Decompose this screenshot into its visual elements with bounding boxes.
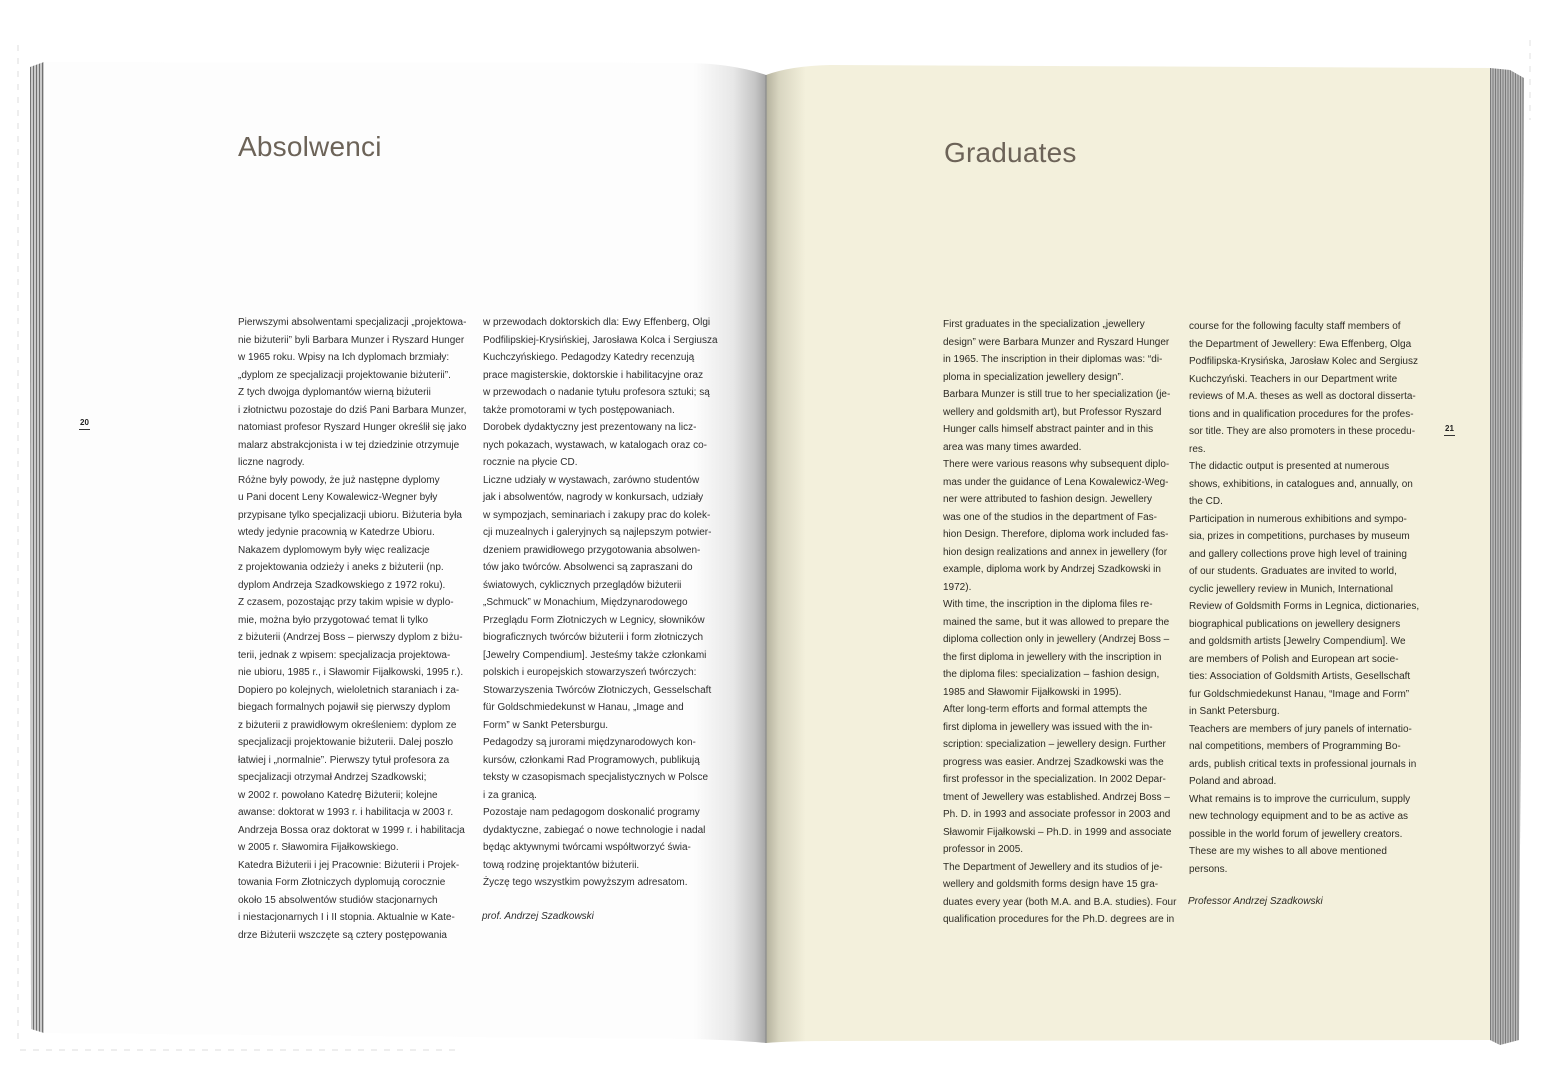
right-page-heading: Graduates xyxy=(944,137,1077,168)
text-line: Dorobek dydaktyczny jest prezentowany na licz- xyxy=(483,422,697,433)
text-line: the diploma files: specialization – fashion design, xyxy=(943,669,1160,680)
text-line: was one of the studios in the department of Fas- xyxy=(943,511,1158,523)
text-line: około 15 absolwentów studiów stacjonarnych xyxy=(238,894,438,906)
left-page-number: 20 xyxy=(79,418,90,430)
text-line: are members of Polish and European art socie- xyxy=(1189,653,1399,665)
text-line: mas under the guidance of Lena Kowalewicz-Weg- xyxy=(943,476,1169,488)
text-line: First graduates in the specialization „jewellery xyxy=(943,319,1145,330)
text-line: mie, można było przygotować temat li tylko xyxy=(238,614,429,626)
text-line: Review of Goldsmith Forms in Legnica, dictionaries, xyxy=(1189,601,1420,612)
text-line: towania Form Złotniczych dyplomują corocznie xyxy=(238,877,446,888)
text-line: drze Biżuterii wszczęte są cztery postępowania xyxy=(238,929,447,941)
text-line: Andrzeja Bossa oraz doktorat w 1999 r. i habilitacja xyxy=(238,824,465,836)
text-line: area was many times awarded. xyxy=(943,441,1082,453)
text-line: wellery and goldsmith art), but Professor Ryszard xyxy=(943,406,1162,418)
text-line: Sławomir Fijałkowski – Ph.D. in 1999 and associate xyxy=(943,826,1172,838)
text-line: mained the same, but it was allowed to prepare the xyxy=(943,616,1170,628)
right-page-column-1 xyxy=(943,316,1176,929)
text-line: wtedy jedynie pracownią w Katedrze Ubioru. xyxy=(238,527,435,538)
text-line: diploma collection only in jewellery (Andrzej Boss – xyxy=(943,634,1170,645)
text-line: the CD. xyxy=(1189,496,1223,507)
text-line: specjalizacji otrzymał Andrzej Szadkowski; xyxy=(238,772,427,783)
text-line: 1972). xyxy=(943,581,972,593)
text-line: The didactic output is presented at numerous xyxy=(1189,461,1390,472)
text-line: „Schmuck” w Monachium, Międzynarodowego xyxy=(483,597,688,608)
right-page-stack xyxy=(1490,68,1524,1045)
text-line: biographical publications on jewellery designers xyxy=(1189,618,1401,630)
text-line: z projektowania odzieży i aneks z biżuterii (np. xyxy=(238,562,444,573)
text-line: Teachers are members of jury panels of internatio- xyxy=(1189,723,1412,735)
text-line: tions and in qualification procedures for the profes- xyxy=(1189,408,1414,420)
text-line: These are my wishes to all above mentioned xyxy=(1189,846,1387,857)
text-line: Poland and abroad. xyxy=(1189,776,1277,787)
text-line: Stowarzyszenia Twórców Złotniczych, Gesselschaft xyxy=(483,684,712,696)
text-line: example, diploma work by Andrzej Szadkowski in xyxy=(943,564,1161,575)
text-line: There were various reasons why subsequent diplo- xyxy=(943,459,1170,470)
text-line: Barbara Munzer is still true to her specialization (je- xyxy=(943,389,1171,400)
text-line: [Jewelry Compendium]. Jesteśmy także członkami xyxy=(483,649,707,661)
text-line: ner were attributed to fashion design. Jewellery xyxy=(943,494,1153,505)
text-line: persons. xyxy=(1189,863,1228,875)
left-page-signature: prof. Andrzej Szadkowski xyxy=(482,911,594,922)
text-line: i niestacjonarnych I i II stopnia. Aktualnie w Kate- xyxy=(238,912,455,923)
text-line: new technology equipment and to be as active as xyxy=(1189,811,1409,822)
text-line: malarz abstrakcjonista i w tej dziedzinie otrzymuje xyxy=(238,439,460,451)
text-line: Form” w Sankt Petersburgu. xyxy=(483,719,609,731)
text-line: Kuchczyński. Teachers in our Department write xyxy=(1189,373,1398,385)
text-line: course for the following faculty staff members of xyxy=(1189,321,1401,332)
text-line: nych pokazach, wystawach, w katalogach oraz co- xyxy=(483,439,707,451)
text-line: światowych, cyklicznych przeglądów biżuterii xyxy=(483,579,682,591)
text-line: fur Goldschmiedekunst Hanau, “Image and Form” xyxy=(1189,688,1410,700)
text-line: Podfilipska-Krysińska, Jarosław Kolec and Sergiusz xyxy=(1189,356,1418,367)
right-page-number: 21 xyxy=(1444,424,1455,436)
text-line: w 2002 r. powołano Katedrę Biżuterii; kolejne xyxy=(238,789,438,801)
text-line: Participation in numerous exhibitions and sympo- xyxy=(1189,513,1407,525)
left-page-heading: Absolwenci xyxy=(238,131,382,162)
text-line: the first diploma in jewellery with the inscription in xyxy=(943,651,1162,663)
text-line: of our students. Graduates are invited to world, xyxy=(1189,566,1397,577)
text-line: Podfilipskiej-Krysińskiej, Jarosława Kolca i Sergiusza xyxy=(483,334,718,346)
text-line: scription: specialization – jewellery design. Further xyxy=(943,739,1166,750)
text-line: w przewodach doktorskich dla: Ewy Effenberg, Olgi xyxy=(483,317,711,328)
text-line: Z czasem, pozostając przy takim wpisie w dyplo- xyxy=(238,597,454,608)
text-line: cji muzealnych i galeryjnych są najlepszym potwier- xyxy=(483,527,712,538)
text-line: Pozostaje nam pedagogom doskonalić programy xyxy=(483,807,700,818)
text-line: Katedra Biżuterii i jej Pracownie: Biżuterii i Projek- xyxy=(238,859,460,871)
text-line: kursów, członkami Rad Programowych, publikują xyxy=(483,754,700,766)
left-page-column-2 xyxy=(483,314,718,892)
text-line: Pedagodzy są jurorami międzynarodowych kon- xyxy=(483,737,696,748)
right-page-column-2 xyxy=(1189,318,1419,878)
text-line: jak i absolwentów, nagrody w konkursach, udziały xyxy=(483,492,704,503)
text-line: i złotnictwu pozostaje do dziś Pani Barbara Munzer, xyxy=(238,404,467,416)
text-line: hion design realizations and annex in jewellery (for xyxy=(943,546,1168,558)
text-line: für Goldschmiedekunst w Hanau, „Image and xyxy=(483,702,684,713)
text-line: nie biżuterii” byli Barbara Munzer i Ryszard Hunger xyxy=(238,334,465,346)
text-line: design” were Barbara Munzer and Ryszard Hunger xyxy=(943,336,1170,348)
text-line: 1985 and Sławomir Fijałkowski in 1995). xyxy=(943,686,1122,698)
text-line: and gallery collections prove high level of training xyxy=(1189,548,1407,560)
text-line: w 1965 roku. Wpisy na Ich dyplomach brzmiały: xyxy=(238,352,450,363)
text-line: Pierwszymi absolwentami specjalizacji „projektowa- xyxy=(238,317,467,328)
text-line: także promotorami w tych postępowaniach. xyxy=(483,404,675,416)
text-line: awanse: doktorat w 1993 r. i habilitacja w 2003 r. xyxy=(238,807,454,818)
text-line: z biżuterii z prawidłowym określeniem: dyplom ze xyxy=(238,719,457,731)
text-line: What remains is to improve the curriculum, supply xyxy=(1189,793,1411,805)
text-line: first diploma in jewellery was issued with the in- xyxy=(943,721,1153,733)
text-line: Przeglądu Form Złotniczych w Legnicy, słowników xyxy=(483,614,705,626)
text-line: sor title. They are also promoters in these procedu- xyxy=(1189,426,1416,437)
text-line: Kuchczyńskiego. Pedagodzy Katedry recenzują xyxy=(483,352,695,363)
text-line: rocznie na płycie CD. xyxy=(483,457,578,468)
text-line: specjalizacji projektowanie biżuterii. Dalej poszło xyxy=(238,737,454,748)
text-line: in Sankt Petersburg. xyxy=(1189,706,1280,717)
text-line: professor in 2005. xyxy=(943,844,1024,855)
text-line: cyclic jewellery review in Munich, International xyxy=(1189,583,1393,595)
text-line: dzeniem prawidłowego przygotowania absolwen- xyxy=(483,544,701,556)
right-page-signature: Professor Andrzej Szadkowski xyxy=(1188,896,1323,907)
text-line: polskich i europejskich stowarzyszeń twórczych: xyxy=(483,667,697,678)
text-line: ties: Association of Goldsmith Artists, Gesellschaft xyxy=(1189,671,1411,682)
text-line: dyplom Andrzeja Szadkowskiego z 1972 roku). xyxy=(238,579,446,591)
left-page-stack xyxy=(30,62,44,1033)
text-line: With time, the inscription in the diploma files re- xyxy=(943,599,1153,610)
text-line: będąc aktywnymi twórcami współtworzyć świa- xyxy=(483,842,691,853)
text-line: hion Design. Therefore, diploma work included fas- xyxy=(943,529,1169,540)
text-line: first professor in the specialization. In 2002 Depar- xyxy=(943,774,1166,785)
text-line: Ph. D. in 1993 and associate professor in 2003 and xyxy=(943,809,1171,820)
text-line: biograficznych twórców biżuterii i form złotniczych xyxy=(483,632,704,643)
text-line: prace magisterskie, doktorskie i habilitacyjne oraz xyxy=(483,369,704,381)
text-line: qualification procedures for the Ph.D. degrees are in xyxy=(943,914,1175,925)
text-line: possible in the world forum of jewellery creators. xyxy=(1189,828,1403,840)
text-line: reviews of M.A. theses as well as doctoral disserta- xyxy=(1189,391,1416,402)
text-line: Z tych dwojga dyplomantów wierną biżuterii xyxy=(238,387,431,398)
text-line: w sympozjach, seminariach i zakupy prac do kolek- xyxy=(483,509,711,521)
text-line: nal competitions, members of Programming Bo- xyxy=(1189,741,1401,752)
text-line: teksty w czasopismach specjalistycznych w Polsce xyxy=(483,772,709,783)
text-line: natomiast profesor Ryszard Hunger określił się jako xyxy=(238,422,467,433)
text-line: duates every year (both M.A. and B.A. studies). Four xyxy=(943,896,1177,908)
text-line: ploma in specialization jewellery design”. xyxy=(943,371,1124,383)
text-line: „dyplom ze specjalizacji projektowanie biżuterii”. xyxy=(238,369,451,381)
text-line: Liczne udziały w wystawach, zarówno studentów xyxy=(483,474,700,486)
text-line: The Department of Jewellery and its studios of je- xyxy=(943,861,1163,873)
text-line: biegach formalnych pojawił się pierwszy dyplom xyxy=(238,702,451,713)
text-line: w 2005 r. Sławomira Fijałkowskiego. xyxy=(238,842,399,853)
text-line: z biżuterii (Andrzej Boss – pierwszy dyplom z biżu- xyxy=(238,632,463,643)
text-line: u Pani docent Leny Kowalewicz-Wegner były xyxy=(238,492,438,503)
text-line: wellery and goldsmith forms design have 15 gra- xyxy=(943,879,1159,890)
text-line: progress was easier. Andrzej Szadkowski was the xyxy=(943,756,1164,768)
text-line: the Department of Jewellery: Ewa Effenberg, Olga xyxy=(1189,338,1412,350)
text-line: After long-term efforts and formal attempts the xyxy=(943,704,1148,715)
text-line: Życzę tego wszystkim powyższym adresatom. xyxy=(483,877,688,888)
text-line: tów jako twórców. Absolwenci są zapraszani do xyxy=(483,562,693,573)
text-line: in 1965. The inscription in their diplomas was: “di- xyxy=(943,354,1163,365)
text-line: nie ubioru, 1985 r., i Sławomir Fijałkowski, 1995 r.). xyxy=(238,667,464,678)
text-line: terii, jednak z wpisem: specjalizacja projektowa- xyxy=(238,649,451,661)
text-line: łatwiej i „normalnie”. Pierwszy tytuł profesora za xyxy=(238,754,450,766)
text-line: liczne nagrody. xyxy=(238,457,305,468)
text-line: tową rodzinę projektantów biżuterii. xyxy=(483,859,640,871)
text-line: res. xyxy=(1189,443,1206,455)
text-line: przypisane tylko specjalizacji ubioru. Biżuteria była xyxy=(238,509,462,521)
text-line: tment of Jewellery was established. Andrzej Boss – xyxy=(943,791,1170,803)
text-line: Hunger calls himself abstract painter and in this xyxy=(943,424,1154,435)
text-line: Dopiero po kolejnych, wieloletnich staraniach i za- xyxy=(238,684,460,696)
text-line: ards, publish critical texts in professional journals in xyxy=(1189,758,1417,770)
text-line: sia, prizes in competitions, purchases by museum xyxy=(1189,531,1410,542)
text-line: and goldsmith artists [Jewelry Compendium]. We xyxy=(1189,636,1406,647)
left-page-column-1 xyxy=(238,314,466,944)
text-line: shows, exhibitions, in catalogues and, annually, on xyxy=(1189,478,1413,490)
text-line: w przewodach o nadanie tytułu profesora sztuki; są xyxy=(483,387,710,398)
text-line: Nakazem dyplomowym były więc realizacje xyxy=(238,544,430,556)
text-line: Różne były powody, że już następne dyplomy xyxy=(238,474,440,486)
text-line: dydaktyczne, zabiegać o nowe technologie i nadal xyxy=(483,824,706,836)
text-line: i za granicą. xyxy=(483,789,537,801)
